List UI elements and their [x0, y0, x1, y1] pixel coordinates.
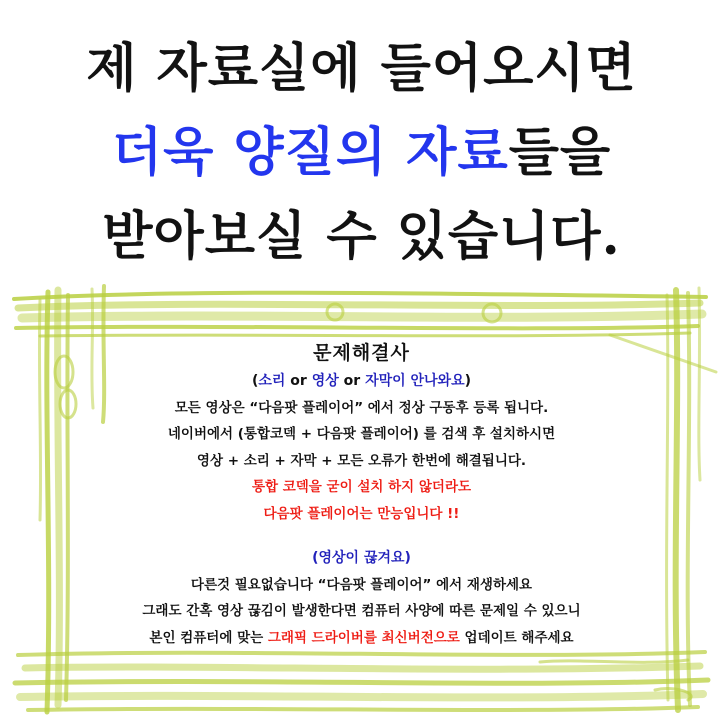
- question-1-close-paren: ): [464, 373, 472, 389]
- body2-line-3-post: 업데이트 해주세요: [459, 629, 574, 646]
- body2-line-3-pre: 본인 컴퓨터에 맞는: [149, 629, 268, 646]
- question-1-open-paren: (: [251, 373, 259, 389]
- alert1-line-2: 다음팟 플레이어는 만능입니다 !!: [263, 505, 460, 522]
- question-2: (영상이 끊겨요): [312, 550, 411, 566]
- question-1-word-3: 자막이 안나와요: [365, 373, 465, 389]
- body2-line-3: [0, 625, 723, 652]
- question-1-or-2: or: [338, 373, 366, 389]
- body2-line-1: 다른것 필요없습니다 “다음팟 플레이어” 에서 재생하세요: [190, 576, 533, 593]
- headline-line-2-black: 들을: [508, 122, 612, 183]
- body2-line-2: 그래도 간혹 영상 끊김이 발생한다면 컴퓨터 사양에 따른 문제일 수 있으니: [142, 603, 581, 619]
- question-1-word-1: 소리: [258, 373, 286, 389]
- panel-title: 문제해결사: [313, 342, 410, 364]
- troubleshooting-panel: [0, 339, 723, 651]
- headline-line-3: 받아보실 수 있습니다.: [102, 206, 621, 267]
- question-1-word-2: 영상: [311, 373, 339, 389]
- headline-line-1: 제 자료실에 들어오시면: [86, 38, 637, 99]
- headline-line-2-blue: 더욱 양질의 자료: [111, 122, 509, 183]
- body1-line-2: 네이버에서 (통합코덱 + 다음팟 플레이어) 를 검색 후 설치하시면: [167, 426, 556, 442]
- body1-line-1: 모든 영상은 “다음팟 플레이어” 에서 정상 구동후 등록 됩니다.: [174, 399, 549, 416]
- body2-line-3-red: 그래픽 드라이버를 최신버전으로: [267, 629, 460, 646]
- question-1-or-1: or: [285, 373, 312, 389]
- body1-line-3: 영상 + 소리 + 자막 + 모든 오류가 한번에 해결됩니다.: [196, 452, 527, 469]
- section-spacer: [0, 527, 723, 545]
- alert1-line-1: 통합 코덱을 굳이 설치 하지 않더라도: [251, 479, 472, 495]
- question-1: [0, 368, 723, 395]
- headline-line-2: [0, 110, 723, 185]
